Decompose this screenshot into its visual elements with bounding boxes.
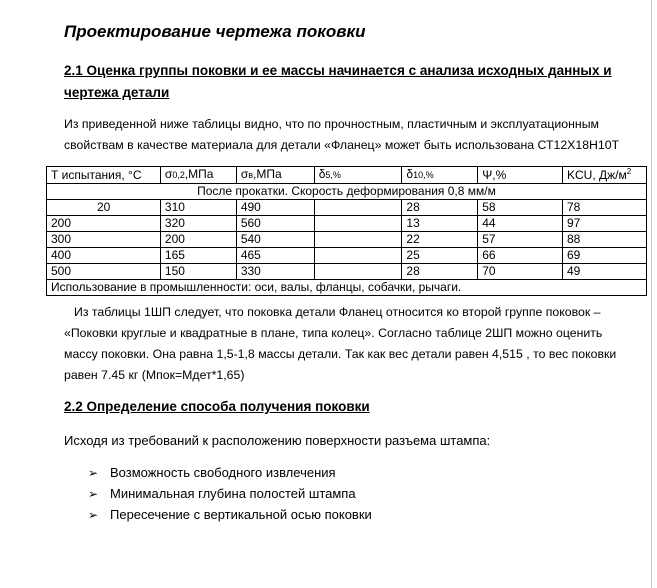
conclusion-paragraph	[64, 302, 644, 386]
table-cell	[314, 200, 402, 216]
table-cell: 20	[47, 200, 161, 216]
table-subheader-row	[47, 184, 647, 200]
table-cell: 13	[402, 216, 478, 232]
header-psi: Ψ,%	[478, 167, 563, 184]
table-cell: 97	[562, 216, 646, 232]
table-cell: 465	[236, 248, 314, 264]
table-row	[47, 248, 647, 264]
table-cell: 200	[47, 216, 161, 232]
table-row	[47, 200, 647, 216]
table-subheader: После прокатки. Скорость деформирования 0,8 мм/м	[47, 184, 647, 200]
table-cell: 28	[402, 200, 478, 216]
list-item: ➢ Пересечение с вертикальной осью поковки	[88, 504, 372, 525]
table-cell: 78	[562, 200, 646, 216]
table-cell: 320	[160, 216, 236, 232]
table-footer: Использование в промышленности: оси, валы, фланцы, собачки, рычаги.	[47, 280, 647, 296]
intro-paragraph	[64, 114, 644, 156]
table-cell	[314, 232, 402, 248]
table-cell	[314, 248, 402, 264]
table-cell: 57	[478, 232, 563, 248]
text-line: Из приведенной ниже таблицы видно, что по прочностным, пластичным и эксплуатационным	[64, 117, 599, 131]
table-row	[47, 264, 647, 280]
table-cell: 58	[478, 200, 563, 216]
table-cell: 560	[236, 216, 314, 232]
table-cell: 400	[47, 248, 161, 264]
arrow-bullet-icon: ➢	[88, 508, 99, 522]
table-cell: 300	[47, 232, 161, 248]
section-heading-line: чертежа детали	[64, 85, 170, 100]
table-cell: 70	[478, 264, 563, 280]
document-title: Проектирование чертежа поковки	[64, 22, 366, 41]
text-line: свойствам в качестве материала для детали «Фланец» может быть использована СТ12Х18Н10Т	[64, 138, 620, 152]
table-cell: 310	[160, 200, 236, 216]
table-cell: 22	[402, 232, 478, 248]
table-cell: 150	[160, 264, 236, 280]
header-sigma02: σ0,2,МПа	[160, 167, 236, 184]
table-row	[47, 232, 647, 248]
section-heading-2-2: 2.2 Определение способа получения поковки	[64, 399, 370, 414]
header-temp: Т испытания, °С	[47, 167, 161, 184]
table-cell	[314, 216, 402, 232]
section-heading-2-1	[64, 60, 624, 104]
section-heading-line: 2.1 Оценка группы поковки и ее массы начинается с анализа исходных данных и	[64, 63, 612, 78]
list-item: ➢ Возможность свободного извлечения	[88, 462, 372, 483]
section2-intro: Исходя из требований к расположению поверхности разъема штампа:	[64, 433, 491, 448]
text-line: равен 7.45 кг (Мпок=Мдет*1,65)	[64, 368, 245, 382]
table-header-row	[47, 167, 647, 184]
arrow-bullet-icon: ➢	[88, 466, 99, 480]
table-cell: 25	[402, 248, 478, 264]
text-line: массу поковки. Она равна 1,5-1,8 массы детали. Так как вес детали равен 4,515 , то вес поковки	[64, 347, 617, 361]
table-cell: 44	[478, 216, 563, 232]
header-delta10: δ10,%	[402, 167, 478, 184]
page-edge-line	[651, 0, 652, 588]
table-cell: 69	[562, 248, 646, 264]
table-row	[47, 216, 647, 232]
header-sigmab: σв,МПа	[236, 167, 314, 184]
table-cell: 88	[562, 232, 646, 248]
table-cell: 49	[562, 264, 646, 280]
arrow-bullet-icon: ➢	[88, 487, 99, 501]
table-cell: 66	[478, 248, 563, 264]
text-line: Из таблицы 1ШП следует, что поковка детали Фланец относится ко второй группе поковок –	[74, 305, 601, 319]
table-cell: 28	[402, 264, 478, 280]
table-cell: 200	[160, 232, 236, 248]
table-cell: 330	[236, 264, 314, 280]
table-cell: 540	[236, 232, 314, 248]
header-delta5: δ5,%	[314, 167, 402, 184]
table-cell: 490	[236, 200, 314, 216]
table-cell	[314, 264, 402, 280]
table-cell: 500	[47, 264, 161, 280]
table-footer-row	[47, 280, 647, 296]
list-item: ➢ Минимальная глубина полостей штампа	[88, 483, 372, 504]
requirements-list	[88, 462, 372, 525]
table-cell: 165	[160, 248, 236, 264]
properties-table	[46, 166, 647, 296]
text-line: «Поковки круглые и квадратные в плане, типа колец». Согласно таблице 2ШП можно оценить	[64, 326, 603, 340]
header-kcu: KCU, $Дж/м^2$	[562, 167, 646, 184]
